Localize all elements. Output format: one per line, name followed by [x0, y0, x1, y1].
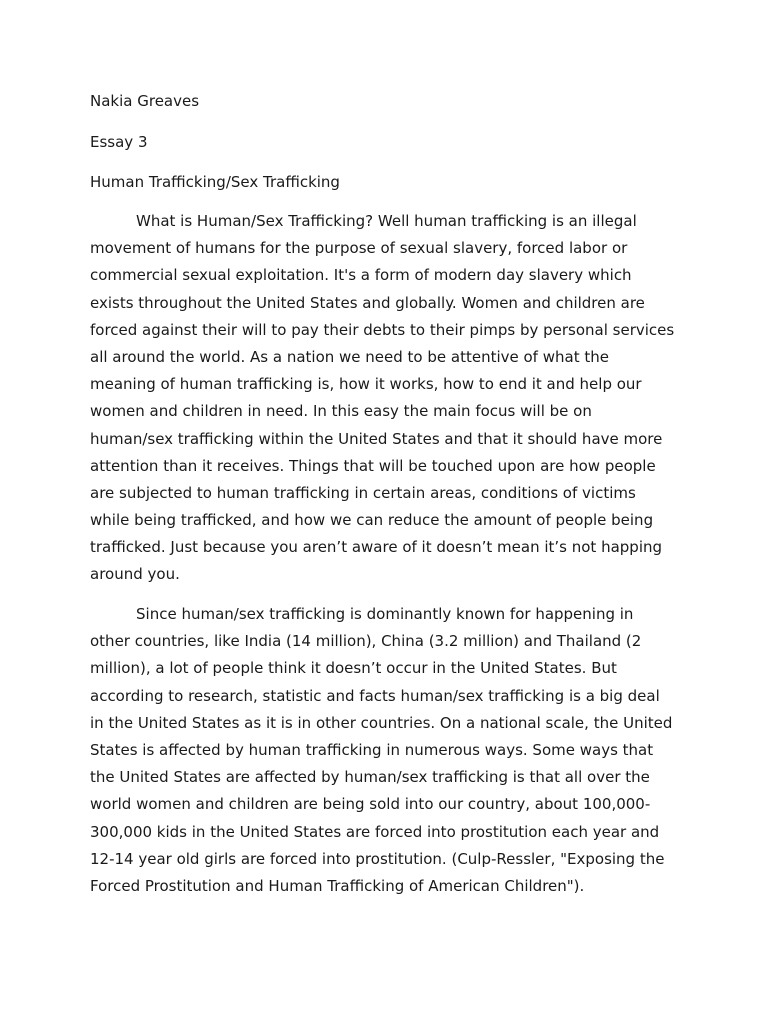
text-line: What is Human/Sex Trafficking? Well human trafficking is an illegal: [136, 212, 637, 230]
text-line: Forced Prostitution and Human Trafficking of American Children").: [90, 876, 585, 895]
text-line: Since human/sex trafficking is dominantly known for happening in: [136, 605, 634, 623]
text-line: are subjected to human trafficking in certain areas, conditions of victims: [90, 483, 636, 502]
text-line: human/sex trafficking within the United States and that it should have more: [90, 429, 663, 448]
text-line: in the United States as it is in other countries. On a national scale, the United: [90, 713, 673, 732]
text-line: according to research, statistic and facts human/sex trafficking is a big deal: [90, 686, 660, 705]
text-line: around you.: [90, 565, 180, 584]
text-line: forced against their will to pay their debts to their pimps by personal services: [90, 320, 675, 339]
text-line: all around the world. As a nation we need to be attentive of what the: [90, 347, 609, 366]
text-line: States is affected by human trafficking in numerous ways. Some ways that: [90, 740, 654, 759]
text-line: 12-14 year old girls are forced into prostitution. (Culp-Ressler, "Exposing the: [90, 849, 665, 868]
essay-number: Essay 3: [90, 133, 148, 151]
text-line: women and children in need. In this easy the main focus will be on: [90, 402, 592, 421]
text-line: trafficked. Just because you aren’t aware of it doesn’t mean it’s not happing: [90, 538, 663, 557]
text-line: movement of humans for the purpose of sexual slavery, forced labor or: [90, 239, 628, 258]
author-name: Nakia Greaves: [90, 92, 200, 110]
text-line: 300,000 kids in the United States are forced into prostitution each year and: [90, 822, 660, 841]
text-line: other countries, like India (14 million), China (3.2 million) and Thailand (2: [90, 632, 642, 651]
text-line: million), a lot of people think it doesn’t occur in the United States. But: [90, 659, 617, 678]
text-line: meaning of human trafficking is, how it works, how to end it and help our: [90, 375, 642, 394]
paragraph-2: [90, 601, 672, 900]
essay-title: Human Trafficking/Sex Trafficking: [90, 173, 340, 191]
text-line: exists throughout the United States and globally. Women and children are: [90, 293, 645, 312]
text-line: attention than it receives. Things that will be touched upon are how people: [90, 456, 656, 475]
text-line: commercial sexual exploitation. It's a form of modern day slavery which: [90, 266, 632, 285]
text-line: the United States are affected by human/sex trafficking is that all over the: [90, 768, 650, 787]
text-line: while being trafficked, and how we can reduce the amount of people being: [90, 511, 654, 530]
text-line: world women and children are being sold into our country, about 100,000-: [90, 795, 651, 814]
paragraph-1: [90, 208, 674, 589]
